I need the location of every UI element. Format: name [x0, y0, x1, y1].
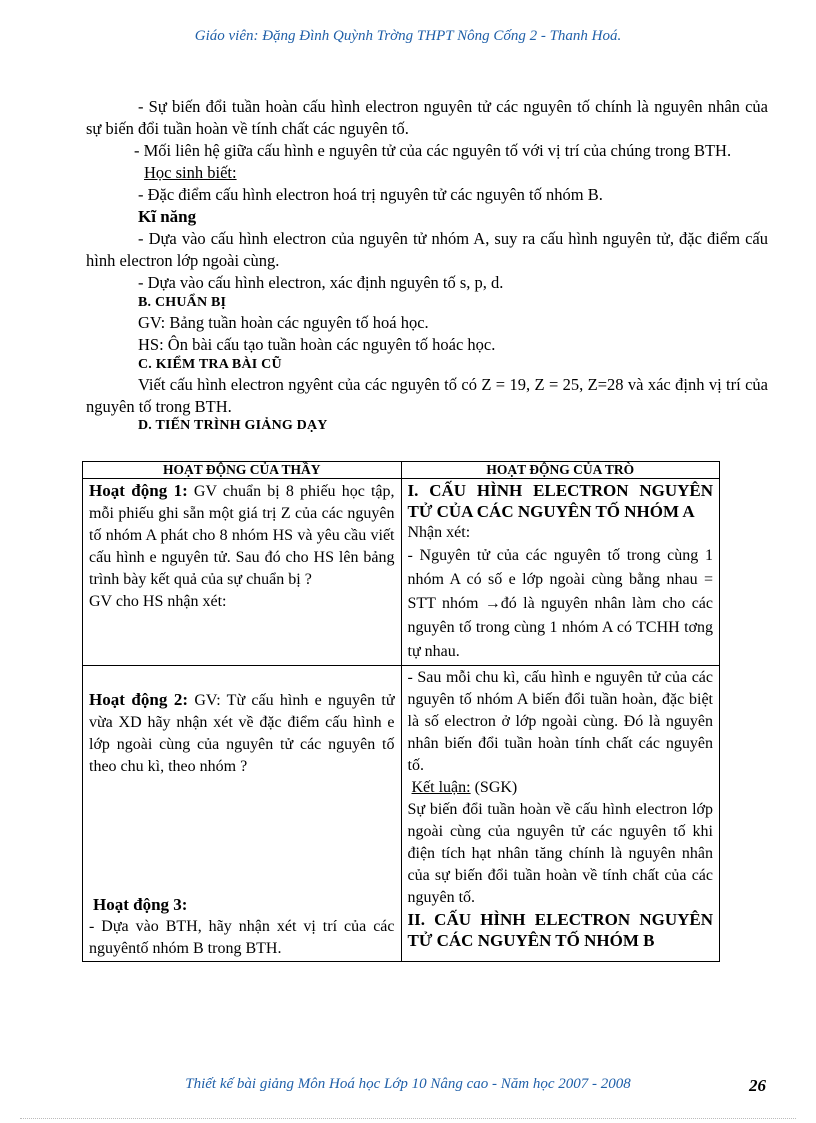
section-2-title: II. CẤU HÌNH ELECTRON NGUYÊN TỬ CÁC NGUYÊN TỐ NHÓM B: [407, 910, 713, 950]
activity-1-label: Hoạt động 1:: [89, 481, 188, 500]
section-1-note: Nhận xét:: [407, 524, 471, 541]
skills-paragraph-1: - Dựa vào cấu hình electron của nguyên tử nhóm A, suy ra cấu hình nguyên tử, đặc điểm cấu hình electron lớp ngoài cùng.: [86, 229, 768, 270]
teaching-process-table: [82, 461, 720, 962]
arrow-right-icon: →: [484, 595, 501, 612]
footer-divider: [20, 1118, 796, 1119]
student-column-header: HOẠT ĐỘNG CỦA TRÒ: [401, 462, 720, 479]
objective-paragraph-1: - Sự biến đổi tuần hoàn cấu hình electron nguyên tử các nguyên tố chính là nguyên nhân của sự biến đổi tuần hoàn về tính chất các nguyên tố.: [86, 97, 768, 138]
activity-1-text: GV chuẩn bị 8 phiếu học tập, mỗi phiếu ghi sẵn một giá trị Z của các nguyên tố nhóm A phát cho 8 nhóm HS và yêu cầu viết cấu hình e nguyên tử. Sau đó cho HS lên bảng trình bày kết quả của sự chuẩn bị ?: [89, 483, 395, 588]
section-1-observation: [408, 544, 714, 664]
teacher-column-header: HOẠT ĐỘNG CỦA THẦY: [83, 462, 402, 479]
activity-2-student-cell: [401, 666, 720, 962]
conclusion-ref: (SGK): [474, 779, 518, 796]
section-c-text: Viết cấu hình electron ngyênt của các nguyên tố có Z = 19, Z = 25, Z=28 và xác định vị trí của nguyên tố trong BTH.: [86, 375, 768, 416]
table-row: [83, 479, 720, 666]
activity-2-text: GV: Từ cấu hình e nguyên tử vừa XD hãy nhận xét về đặc điểm cấu hình e lớp ngoài cùng của nguyên tử các nguyên tố theo chu kì, theo nhóm ?: [89, 692, 395, 775]
table-header-row: [83, 462, 720, 479]
conclusion-line: [408, 777, 714, 799]
conclusion-text: Sự biến đổi tuần hoàn về cấu hình electron lớp ngoài cùng của nguyên tử các nguyên tố khi điện tích hạt nhân tăng chính là nguyên nhân của sự biến đổi tuần hoàn về tính chất của các nguyên tố.: [407, 801, 713, 906]
section-1-observation-a: - Nguyên tử của các nguyên tố trong cùng 1 nhóm A có số e lớp ngoài cùng bằng nhau = STT nhóm: [407, 547, 713, 612]
section-1-observation-b: đó là nguyên nhân làm cho các nguyên tố trong cùng 1 nhóm A có TCHH tơng tự nhau.: [407, 595, 713, 660]
activity-2-label: Hoạt động 2:: [89, 690, 189, 709]
activity-3-text: - Dựa vào BTH, hãy nhận xét vị trí của các nguyêntố nhóm B trong BTH.: [89, 918, 395, 957]
students-know-label: [86, 162, 768, 184]
table-row: [83, 666, 720, 962]
page-footer: Thiết kế bài giảng Môn Hoá học Lớp 10 Nâng cao - Năm học 2007 - 2008: [185, 1076, 631, 1092]
skills-paragraph-2: - Dựa vào cấu hình electron, xác định nguyên tố s, p, d.: [138, 273, 504, 292]
objective-paragraph-2: - Mối liên hệ giữa cấu hình e nguyên tử của các nguyên tố với vị trí của chúng trong BTH.: [134, 141, 732, 160]
section-c-title: C. KIỂM TRA BÀI CŨ: [138, 357, 282, 372]
activity-3-label: Hoạt động 3:: [93, 895, 188, 914]
skills-heading: Kĩ năng: [138, 207, 197, 226]
activity-1-text-2: GV cho HS nhận xét:: [89, 593, 227, 610]
section-d-title: D. TIẾN TRÌNH GIẢNG DẠY: [138, 418, 328, 433]
page-number: 26: [749, 1076, 766, 1095]
students-know-text: Học sinh biết:: [144, 163, 237, 182]
section-1-periodic-text: - Sau mỗi chu kì, cấu hình e nguyên tử của các nguyên tố nhóm A biến đổi tuần hoàn, đặc biệt là số electron ở lớp ngoài cùng. Đó là nguyên nhân biến đổi tuần hoàn tính chất các nguyên tố.: [407, 669, 713, 774]
section-1-title-line-1: I. CẤU HÌNH ELECTRON NGUYÊN: [407, 481, 713, 500]
section-b-hs: HS: Ôn bài cấu tạo tuần hoàn các nguyên tố hoác học.: [138, 335, 496, 354]
page-header: Giáo viên: Đặng Đình Quỳnh Trờng THPT Nông Cống 2 - Thanh Hoá.: [194, 28, 622, 44]
activity-2-teacher-cell: [83, 666, 402, 962]
section-b-title: B. CHUẨN BỊ: [138, 295, 227, 310]
objectives-block: [86, 96, 768, 434]
objective-paragraph-3: - Đặc điểm cấu hình electron hoá trị nguyên tử các nguyên tố nhóm B.: [138, 185, 603, 204]
section-1-title-line-2: TỬ CỦA CÁC NGUYÊN TỐ NHÓM A: [407, 502, 695, 521]
activity-1-teacher-cell: [83, 479, 402, 666]
conclusion-label: Kết luận:: [411, 779, 471, 796]
section-b-gv: GV: Bảng tuần hoàn các nguyên tố hoá học.: [138, 313, 429, 332]
activity-1-student-cell: [401, 479, 720, 666]
